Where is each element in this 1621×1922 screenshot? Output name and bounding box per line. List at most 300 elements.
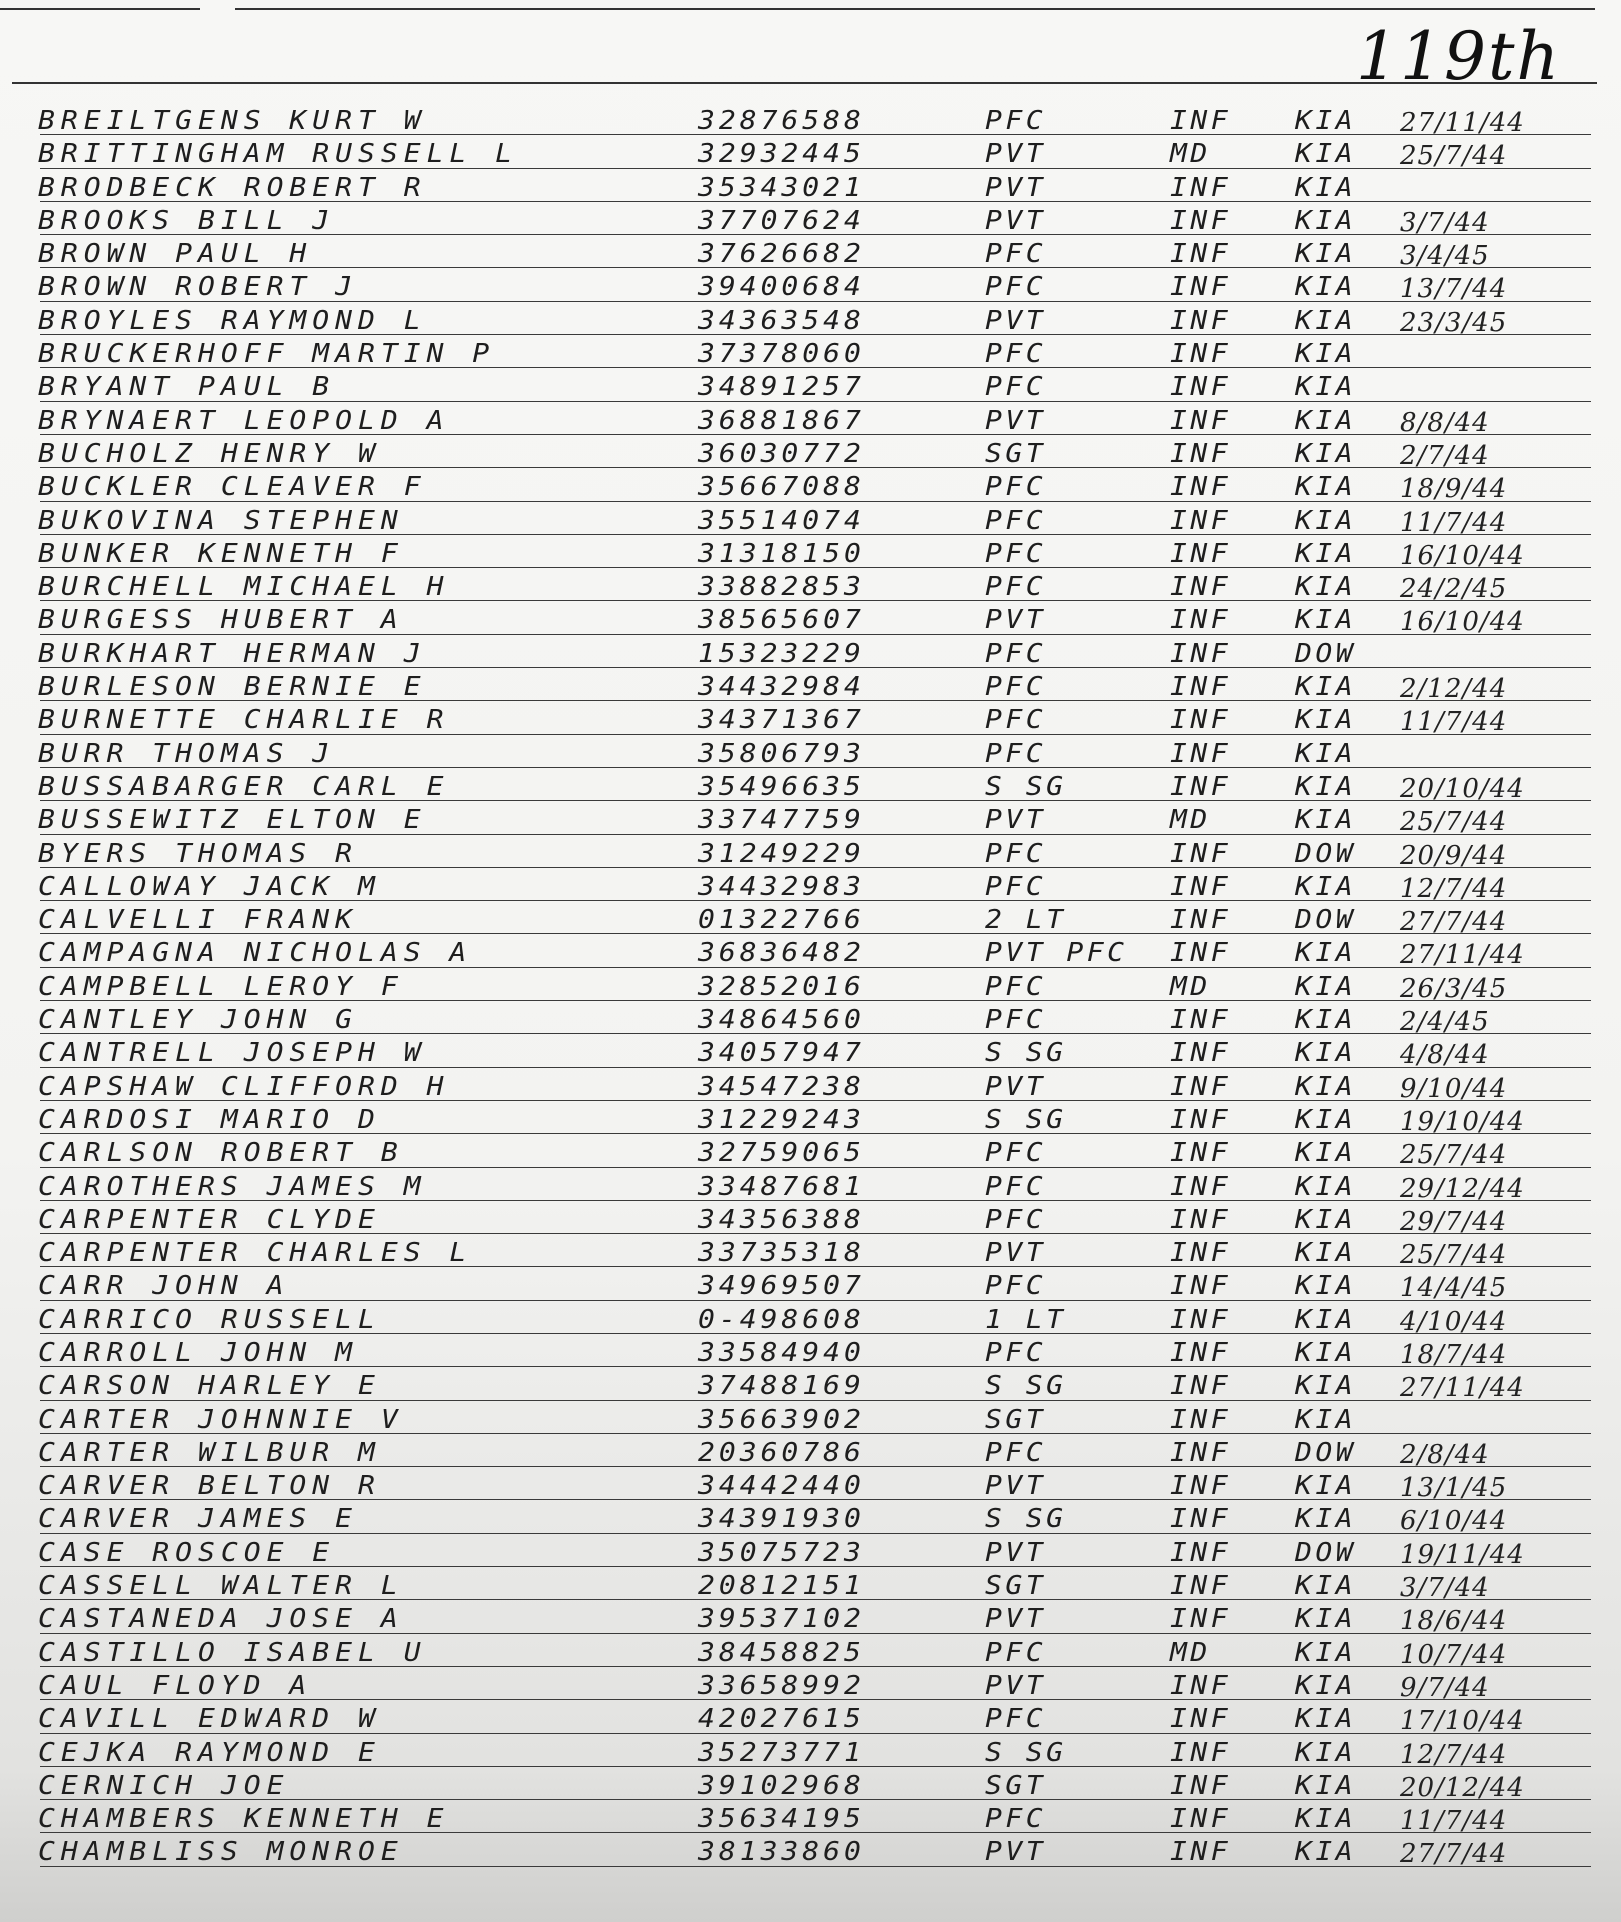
serial-cell: 32876588 [698,105,865,136]
row-rule [40,1033,1591,1034]
branch-cell: INF [1170,1203,1232,1235]
status-cell: KIA [1295,704,1357,735]
branch-cell: INF [1170,604,1232,635]
serial-cell: 32852016 [698,970,865,1002]
rank-cell: PFC [985,571,1047,602]
name-cell: CARPENTER CHARLES L [38,1237,473,1268]
serial-cell: 37378060 [698,338,865,369]
name-cell: CAVILL EDWARD W [38,1703,381,1734]
roster-row [0,1037,1621,1070]
roster-row [0,871,1621,904]
status-cell: KIA [1295,1769,1357,1801]
serial-cell: 34969507 [698,1270,865,1301]
rank-cell: PFC [985,737,1047,769]
rank-cell: PFC [985,471,1047,502]
name-cell: BURLESON BERNIE E [38,671,427,702]
rank-cell: PFC [985,1170,1047,1201]
roster-row [0,604,1621,637]
name-cell: BRITTINGHAM RUSSELL L [38,138,519,169]
roster-row [0,1603,1621,1636]
status-cell: KIA [1295,1070,1357,1101]
row-rule [40,467,1591,468]
rank-cell: SGT [985,1403,1047,1434]
date-cell: 2/4/45 [1400,1007,1490,1038]
row-rule [40,967,1591,968]
roster-row [0,1337,1621,1370]
branch-cell: INF [1170,1270,1232,1301]
roster-row [0,1703,1621,1736]
roster-table [0,105,1621,1870]
branch-cell: INF [1170,105,1232,136]
name-cell: CARR JOHN A [38,1270,290,1301]
row-rule [40,1100,1591,1101]
rank-cell: S SG [985,770,1067,802]
row-rule [40,1699,1591,1700]
branch-cell: INF [1170,1503,1232,1534]
name-cell: CEJKA RAYMOND E [38,1736,381,1767]
name-cell: BUSSEWITZ ELTON E [38,804,427,835]
status-cell: KIA [1295,1237,1357,1268]
roster-row [0,205,1621,238]
status-cell: KIA [1295,1636,1357,1668]
branch-cell: INF [1170,1470,1232,1501]
row-rule [40,867,1591,868]
status-cell: KIA [1295,1203,1357,1235]
serial-cell: 31249229 [698,837,865,868]
row-rule [40,501,1591,502]
rank-cell: PFC [985,105,1047,136]
branch-cell: INF [1170,737,1232,769]
branch-cell: INF [1170,1769,1232,1801]
date-cell: 27/7/44 [1400,1839,1508,1870]
serial-cell: 34891257 [698,371,865,402]
branch-cell: INF [1170,504,1232,535]
date-cell: 19/11/44 [1400,1539,1525,1570]
row-rule [40,1666,1591,1667]
branch-cell: INF [1170,637,1232,669]
row-rule [40,434,1591,435]
row-rule [40,1866,1591,1867]
roster-row [0,1537,1621,1570]
name-cell: CASSELL WALTER L [38,1570,404,1601]
status-cell: KIA [1295,138,1357,169]
row-rule [40,667,1591,668]
status-cell: KIA [1295,870,1357,902]
roster-row [0,638,1621,671]
rank-cell: PVT [985,1536,1047,1568]
date-cell: 27/7/44 [1400,907,1508,938]
serial-cell: 31229243 [698,1103,865,1135]
date-cell: 27/11/44 [1400,940,1525,971]
row-rule [40,1832,1591,1833]
rank-cell: PFC [985,1203,1047,1235]
branch-cell: INF [1170,837,1232,868]
row-rule [40,767,1591,768]
status-cell: KIA [1295,338,1357,369]
row-rule [40,1266,1591,1267]
status-cell: KIA [1295,1736,1357,1767]
serial-cell: 34432984 [698,671,865,702]
row-rule [40,634,1591,635]
row-rule [40,1499,1591,1500]
name-cell: BURNETTE CHARLIE R [38,704,450,735]
serial-cell: 39537102 [698,1603,865,1634]
name-cell: BURGESS HUBERT A [38,604,404,635]
name-cell: CALVELLI FRANK [38,904,359,935]
branch-cell: INF [1170,1570,1232,1601]
rank-cell: PFC [985,970,1047,1002]
roster-row [0,405,1621,438]
name-cell: CARROLL JOHN M [38,1336,359,1368]
serial-cell: 01322766 [698,904,865,935]
roster-row [0,172,1621,205]
rank-cell: PFC [985,1703,1047,1734]
name-cell: CARDOSI MARIO D [38,1103,381,1135]
name-cell: CARSON HARLEY E [38,1370,381,1401]
branch-cell: INF [1170,1703,1232,1734]
rank-cell: PVT [985,804,1047,835]
name-cell: CAUL FLOYD A [38,1669,313,1701]
status-cell: KIA [1295,1836,1357,1867]
rank-cell: SGT [985,1769,1047,1801]
date-cell: 8/8/44 [1400,407,1490,438]
status-cell: DOW [1295,1536,1357,1568]
roster-row [0,904,1621,937]
date-cell: 13/1/45 [1400,1473,1508,1504]
name-cell: CARPENTER CLYDE [38,1203,381,1235]
status-cell: KIA [1295,1603,1357,1634]
branch-cell: INF [1170,937,1232,968]
rank-cell: S SG [985,1370,1067,1401]
row-rule [40,1200,1591,1201]
rank-cell: PVT [985,138,1047,169]
row-rule [40,1233,1591,1234]
branch-cell: MD [1170,1636,1211,1668]
branch-cell: INF [1170,1137,1232,1168]
date-cell: 25/7/44 [1400,1140,1508,1171]
branch-cell: INF [1170,238,1232,269]
serial-cell: 36030772 [698,437,865,469]
branch-cell: INF [1170,904,1232,935]
rank-cell: PVT [985,1070,1047,1101]
rank-cell: 1 LT [985,1303,1067,1335]
roster-row [0,1470,1621,1503]
row-rule [40,700,1591,701]
row-rule [40,1333,1591,1334]
roster-row [0,105,1621,138]
rank-cell: PVT [985,1836,1047,1867]
serial-cell: 38133860 [698,1836,865,1867]
roster-row [0,1204,1621,1237]
serial-cell: 38565607 [698,604,865,635]
rank-cell: PVT [985,171,1047,202]
date-cell: 2/7/44 [1400,440,1490,471]
roster-row [0,1737,1621,1770]
branch-cell: INF [1170,1603,1232,1634]
date-cell: 10/7/44 [1400,1639,1508,1670]
roster-row [0,505,1621,538]
branch-cell: INF [1170,1736,1232,1767]
date-cell: 11/7/44 [1400,1806,1508,1837]
rank-cell: PFC [985,1137,1047,1168]
serial-cell: 35806793 [698,737,865,769]
branch-cell: INF [1170,204,1232,236]
rank-cell: PFC [985,837,1047,868]
name-cell: BROOKS BILL J [38,204,336,236]
row-rule [40,1533,1591,1534]
branch-cell: INF [1170,1803,1232,1834]
branch-cell: INF [1170,1170,1232,1201]
serial-cell: 34363548 [698,304,865,336]
row-rule [40,1400,1591,1401]
status-cell: KIA [1295,804,1357,835]
name-cell: BRYANT PAUL B [38,371,336,402]
name-cell: CANTRELL JOSEPH W [38,1037,427,1068]
row-rule [40,1133,1591,1134]
row-rule [40,534,1591,535]
rank-cell: PFC [985,1336,1047,1368]
rank-cell: PVT [985,1237,1047,1268]
row-rule [40,1366,1591,1367]
branch-cell: INF [1170,1536,1232,1568]
row-rule [40,1167,1591,1168]
date-cell: 26/3/45 [1400,973,1508,1004]
serial-cell: 32759065 [698,1137,865,1168]
name-cell: BROYLES RAYMOND L [38,304,427,336]
branch-cell: INF [1170,471,1232,502]
serial-cell: 31318150 [698,537,865,569]
branch-cell: INF [1170,1070,1232,1101]
row-rule [40,401,1591,402]
serial-cell: 33487681 [698,1170,865,1201]
branch-cell: INF [1170,1037,1232,1068]
branch-cell: INF [1170,571,1232,602]
rank-cell: S SG [985,1503,1067,1534]
date-cell: 12/7/44 [1400,1739,1508,1770]
date-cell: 27/11/44 [1400,108,1525,138]
rank-cell: PFC [985,537,1047,569]
roster-row [0,1004,1621,1037]
name-cell: CASTANEDA JOSE A [38,1603,404,1634]
serial-cell: 35343021 [698,171,865,202]
roster-row [0,338,1621,371]
roster-row [0,371,1621,404]
date-cell: 20/10/44 [1400,773,1525,804]
name-cell: CARRICO RUSSELL [38,1303,381,1335]
status-cell: KIA [1295,1270,1357,1301]
date-cell: 27/11/44 [1400,1373,1525,1404]
date-cell: 11/7/44 [1400,507,1508,538]
date-cell: 19/10/44 [1400,1106,1525,1137]
status-cell: KIA [1295,571,1357,602]
unit-heading: 119th [1355,18,1561,95]
row-rule [40,1566,1591,1567]
name-cell: CAROTHERS JAMES M [38,1170,427,1201]
rank-cell: PFC [985,704,1047,735]
serial-cell: 42027615 [698,1703,865,1734]
status-cell: KIA [1295,471,1357,502]
roster-row [0,1803,1621,1836]
name-cell: BRUCKERHOFF MARTIN P [38,338,496,369]
rank-cell: PFC [985,637,1047,669]
roster-row [0,1404,1621,1437]
name-cell: CARVER JAMES E [38,1503,359,1534]
status-cell: KIA [1295,1004,1357,1035]
branch-cell: INF [1170,1237,1232,1268]
roster-row [0,438,1621,471]
row-rule [40,267,1591,268]
status-cell: DOW [1295,837,1357,868]
date-cell: 2/12/44 [1400,674,1508,705]
branch-cell: MD [1170,138,1211,169]
status-cell: KIA [1295,1370,1357,1401]
serial-cell: 33882853 [698,571,865,602]
row-rule [40,334,1591,335]
roster-row [0,305,1621,338]
branch-cell: INF [1170,1403,1232,1434]
row-rule [40,168,1591,169]
row-rule [40,834,1591,835]
status-cell: KIA [1295,1669,1357,1701]
rank-cell: PVT [985,1669,1047,1701]
serial-cell: 33735318 [698,1237,865,1268]
status-cell: KIA [1295,770,1357,802]
name-cell: BROWN ROBERT J [38,271,359,302]
row-rule [40,1599,1591,1600]
row-rule [40,600,1591,601]
status-cell: KIA [1295,537,1357,569]
roster-row [0,1304,1621,1337]
date-cell: 2/8/44 [1400,1439,1490,1470]
roster-row [0,238,1621,271]
status-cell: KIA [1295,937,1357,968]
name-cell: CARVER BELTON R [38,1470,381,1501]
status-cell: KIA [1295,1803,1357,1834]
name-cell: BURCHELL MICHAEL H [38,571,450,602]
roster-row [0,1270,1621,1303]
serial-cell: 35514074 [698,504,865,535]
serial-cell: 35075723 [698,1536,865,1568]
status-cell: KIA [1295,1303,1357,1335]
status-cell: KIA [1295,1703,1357,1734]
roster-row [0,838,1621,871]
name-cell: BUCHOLZ HENRY W [38,437,381,469]
row-rule [40,1799,1591,1800]
date-cell: 14/4/45 [1400,1273,1508,1304]
date-cell: 6/10/44 [1400,1506,1508,1537]
date-cell: 16/10/44 [1400,540,1525,571]
branch-cell: INF [1170,1436,1232,1468]
roster-row [0,1104,1621,1137]
name-cell: CHAMBLISS MONROE [38,1836,404,1867]
branch-cell: INF [1170,1336,1232,1368]
date-cell: 3/4/45 [1400,241,1490,272]
serial-cell: 34547238 [698,1070,865,1101]
rank-cell: PFC [985,1803,1047,1834]
name-cell: BYERS THOMAS R [38,837,359,868]
roster-row [0,1670,1621,1703]
row-rule [40,933,1591,934]
rank-cell: PFC [985,371,1047,402]
serial-cell: 35496635 [698,770,865,802]
roster-row [0,1570,1621,1603]
branch-cell: INF [1170,371,1232,402]
serial-cell: 34057947 [698,1037,865,1068]
row-rule [40,900,1591,901]
rank-cell: PVT [985,1470,1047,1501]
roster-row [0,771,1621,804]
roster-row [0,538,1621,571]
branch-cell: INF [1170,1004,1232,1035]
rank-cell: 2 LT [985,904,1067,935]
row-rule [40,1766,1591,1767]
roster-row [0,704,1621,737]
roster-row [0,1071,1621,1104]
rank-cell: PFC [985,1004,1047,1035]
status-cell: KIA [1295,1103,1357,1135]
serial-cell: 34432983 [698,870,865,902]
serial-cell: 34864560 [698,1004,865,1035]
branch-cell: MD [1170,970,1211,1002]
date-cell: 13/7/44 [1400,274,1508,305]
row-rule [40,1466,1591,1467]
rank-cell: SGT [985,437,1047,469]
roster-row [0,1836,1621,1869]
status-cell: KIA [1295,1336,1357,1368]
serial-cell: 33658992 [698,1669,865,1701]
date-cell: 9/10/44 [1400,1073,1508,1104]
row-rule [40,201,1591,202]
date-cell: 23/3/45 [1400,307,1508,338]
serial-cell: 35663902 [698,1403,865,1434]
rank-cell: PFC [985,671,1047,702]
roster-row [0,1171,1621,1204]
name-cell: BUKOVINA STEPHEN [38,504,404,535]
serial-cell: 36881867 [698,404,865,436]
row-rule [40,134,1591,135]
serial-cell: 39400684 [698,271,865,302]
name-cell: CALLOWAY JACK M [38,870,381,902]
status-cell: KIA [1295,304,1357,336]
date-cell: 25/7/44 [1400,1240,1508,1271]
date-cell: 25/7/44 [1400,807,1508,838]
serial-cell: 35634195 [698,1803,865,1834]
status-cell: KIA [1295,671,1357,702]
branch-cell: INF [1170,1103,1232,1135]
date-cell: 17/10/44 [1400,1706,1525,1737]
serial-cell: 37626682 [698,238,865,269]
serial-cell: 33584940 [698,1336,865,1368]
row-rule [40,734,1591,735]
branch-cell: INF [1170,171,1232,202]
top-rule-right [235,8,1595,10]
rank-cell: PVT [985,1603,1047,1634]
date-cell: 18/9/44 [1400,474,1508,505]
rank-cell: PVT [985,604,1047,635]
name-cell: CANTLEY JOHN G [38,1004,359,1035]
roster-row [0,1770,1621,1803]
roster-row [0,1637,1621,1670]
serial-cell: 20812151 [698,1570,865,1601]
date-cell: 20/12/44 [1400,1772,1525,1803]
roster-row [0,1370,1621,1403]
name-cell: CAMPBELL LEROY F [38,970,404,1002]
name-cell: CARTER JOHNNIE V [38,1403,404,1434]
rank-cell: PFC [985,1270,1047,1301]
date-cell: 4/10/44 [1400,1306,1508,1337]
branch-cell: INF [1170,704,1232,735]
roster-row [0,671,1621,704]
